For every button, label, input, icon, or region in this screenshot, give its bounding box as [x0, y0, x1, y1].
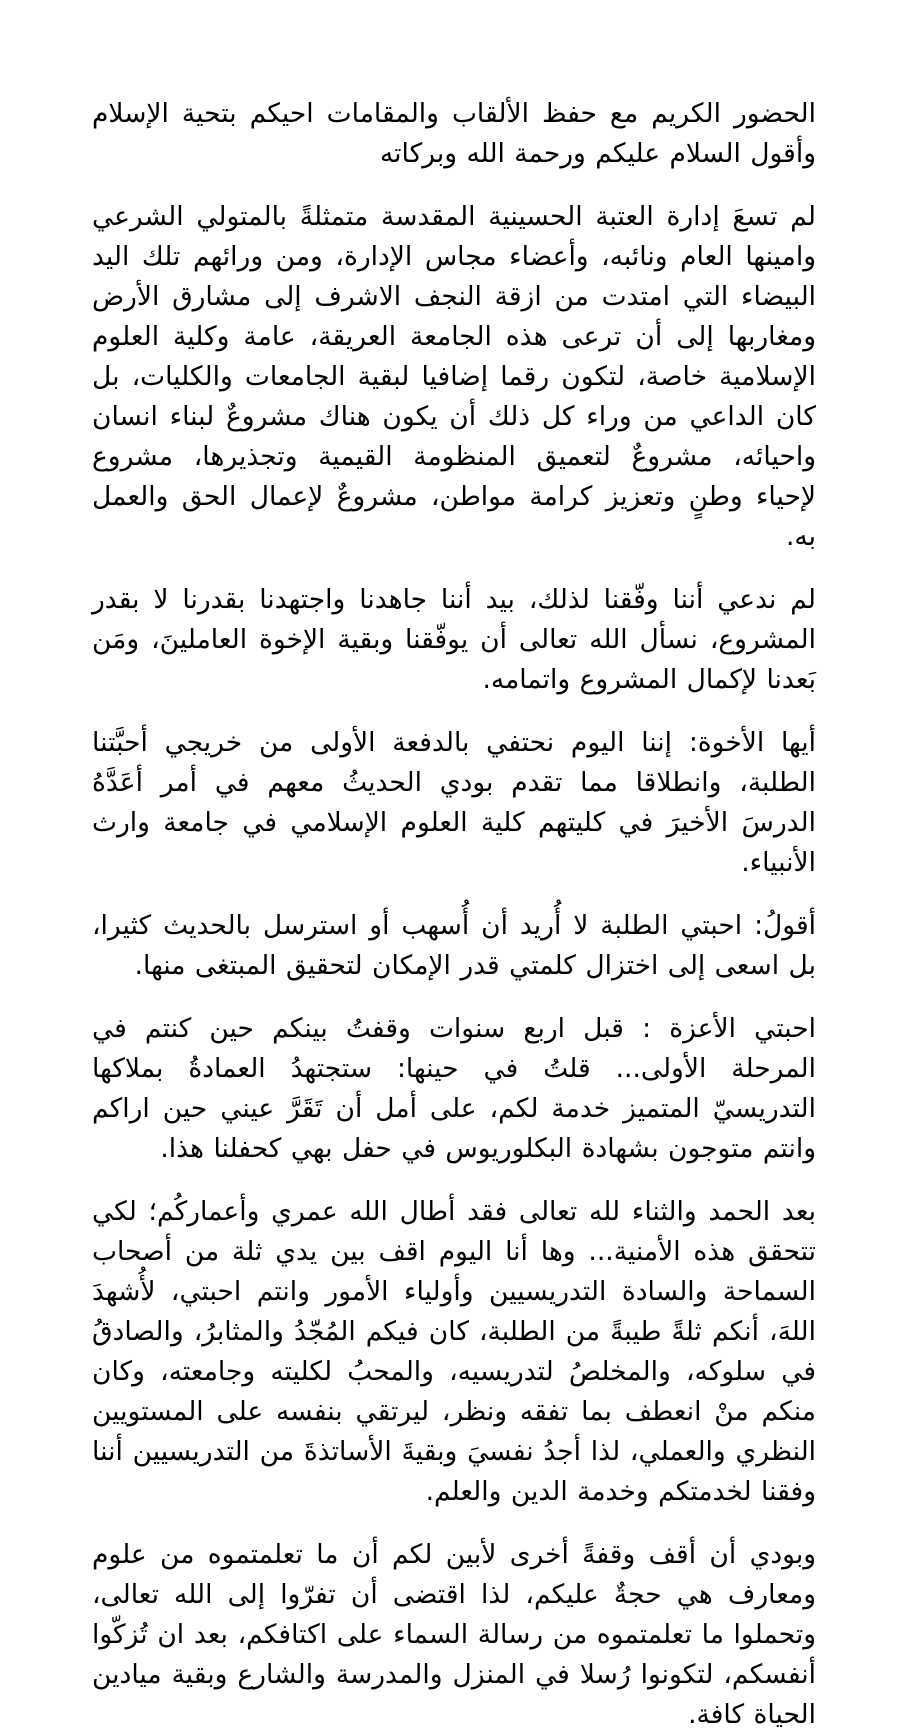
- paragraph: لم تسعَ إدارة العتبة الحسينية المقدسة متمثلةً بالمتولي الشرعي وامينها العام ونائبه، وأعضاء مجاس الإدارة، ومن ورائهم تلك اليد البيضاء التي امتدت من ازقة النجف الاشرف إلى مشارق الأرض ومغاربها إلى أن ترعى هذه الجامعة العريقة، عامة وكلية العلوم الإسلامية خاصة، لتكون رقما إضافيا لبقية الجامعات والكليات، بل كان الداعي من وراء كل ذلك أن يكون هناك مشروعٌ لبناء انسان واحيائه، مشروعٌ لتعميق المنظومة القيمية وتجذيرها، مشروع لإحياء وطنٍ وتعزيز كرامة مواطن، مشروعٌ لإعمال الحق والعمل به.: [92, 201, 816, 552]
- paragraph: لم ندعي أننا وفّقنا لذلك، بيد أننا جاهدنا واجتهدنا بقدرنا لا بقدر المشروع، نسأل الله تعالى أن يوفّقنا وبقية الإخوة العاملينَ، ومَن بَعدنا لإكمال المشروع واتمامه.: [92, 584, 816, 695]
- paragraph-greeting: الحضور الكريم مع حفظ الألقاب والمقامات احيكم بتحية الإسلام وأقول السلام عليكم ورحمة الله وبركاته: [92, 98, 816, 169]
- paragraph: وبودي أن أقف وقفةً أخرى لأبين لكم أن ما تعلمتموه من علوم ومعارف هي حجةٌ عليكم، لذا اقتضى أن تفرّوا إلى الله تعالى، وتحملوا ما تعلمتموه من رسالة السماء على اكتافكم، بعد ان تُزكّوا أنفسكم، لتكونوا رُسلا في المنزل والمدرسة والشارع وبقية ميادين الحياة كافة.: [92, 1539, 816, 1730]
- paragraph: أيها الأخوة: إننا اليوم نحتفي بالدفعة الأولى من خريجي أحبَّتنا الطلبة، وانطلاقا مما تقدم بودي الحديثُ معهم في أمر أعَدَّهُ الدرسَ الأخيرَ في كليتهم كلية العلوم الإسلامي في جامعة وارث الأنبياء.: [92, 727, 816, 878]
- paragraph: احبتي الأعزة : قبل اربع سنوات وقفتُ بينكم حين كنتم في المرحلة الأولى... قلتُ في حينها: ستجتهدُ العمادةُ بملاكها التدريسيّ المتميز خدمة لكم، على أمل أن تَقَرَّ عيني حين اراكم وانتم متوجون بشهادة البكلوريوس في حفل بهي كحفلنا هذا.: [92, 1013, 816, 1164]
- paragraph: أقولُ: احبتي الطلبة لا أُريد أن أُسهب أو استرسل بالحديث كثيرا، بل اسعى إلى اختزال كلمتي قدر الإمكان لتحقيق المبتغى منها.: [92, 910, 816, 981]
- paragraph: بعد الحمد والثناء لله تعالى فقد أطال الله عمري وأعماركُم؛ لكي تتحقق هذه الأمنية... وها أنا اليوم اقف بين يدي ثلة من أصحاب السماحة والسادة التدريسيين وأولياء الأمور وانتم احبتي، لأُشهدَ اللهَ، أنكم ثلةً طيبةً من الطلبة، كان فيكم المُجّدُ والمثابرُ، والصادقُ في سلوكه، والمخلصُ لتدريسيه، والمحبُ لكليته وجامعته، وكان منكم منْ انعطف بما تفقه ونظر، ليرتقي بنفسه على المستويين النظري والعملي، لذا أجدُ نفسيَ وبقيةَ الأساتذةَ من التدريسيين أننا وفقنا لخدمتكم وخدمة الدين والعلم.: [92, 1196, 816, 1507]
